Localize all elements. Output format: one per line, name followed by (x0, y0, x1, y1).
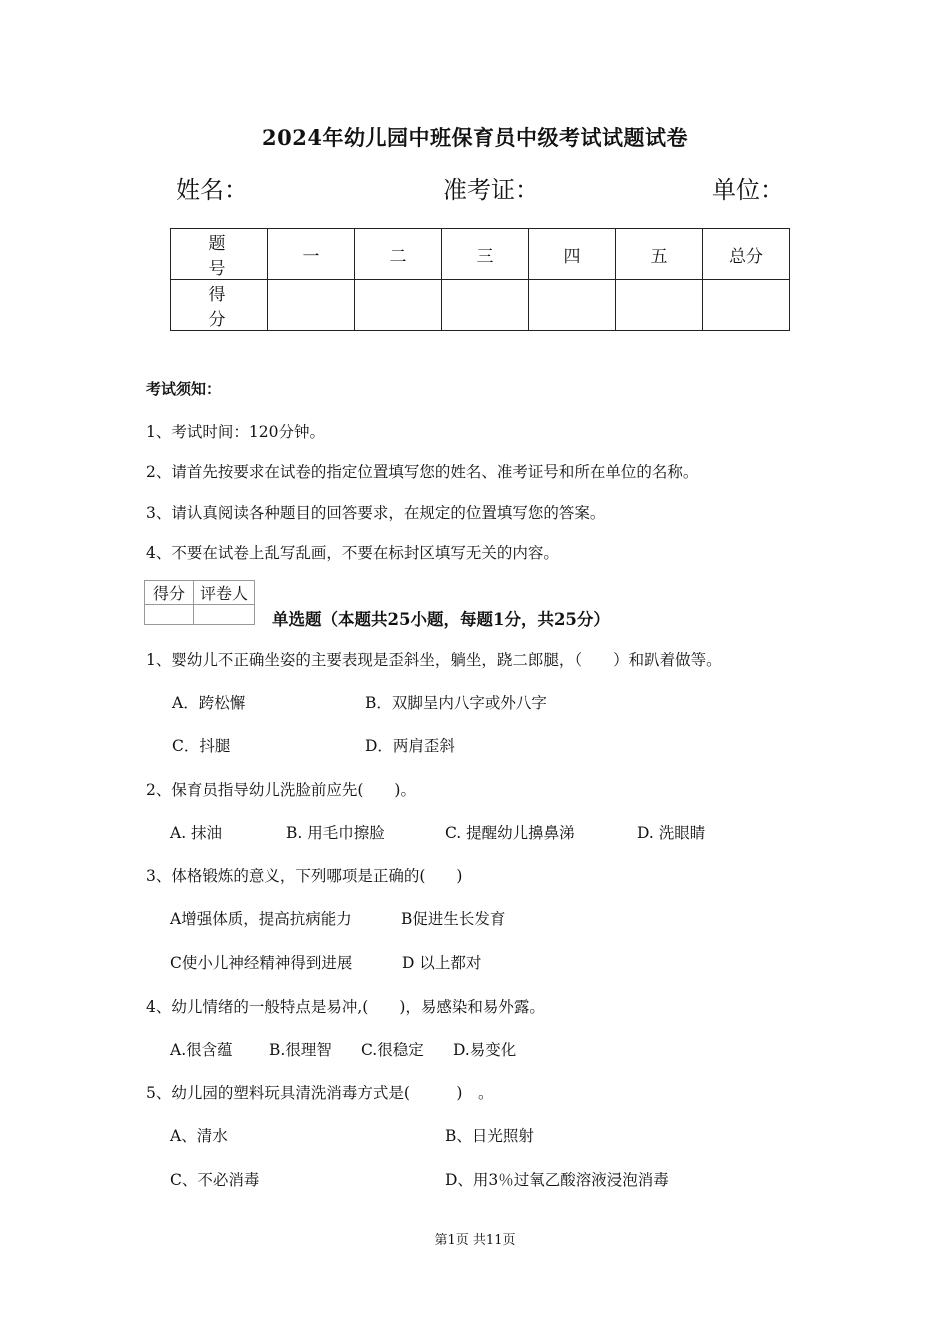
score-cell: 一 (268, 229, 355, 280)
question-stem: 1、婴幼儿不正确坐姿的主要表现是歪斜坐，躺坐，跷二郎腿，（ ）和趴着做等。 (146, 651, 722, 669)
score-cell: 题 号 (171, 229, 268, 280)
score-cell: 得 分 (171, 280, 268, 331)
question-stem: 2、保育员指导幼儿洗脸前应先( )。 (146, 781, 416, 799)
notes-title: 考试须知： (146, 380, 222, 398)
score-table (170, 228, 790, 331)
score-cell: 二 (355, 229, 442, 280)
score-cell: 四 (529, 229, 616, 280)
notes-item: 4、不要在试卷上乱写乱画，不要在标封区填写无关的内容。 (146, 544, 559, 562)
question-stem: 4、幼儿情绪的一般特点是易冲,( )，易感染和易外露。 (146, 998, 545, 1016)
question-option: C．抖腿 (172, 737, 231, 755)
score-entry-cell[interactable] (355, 280, 442, 331)
name-label: 姓名： (176, 176, 248, 204)
score-entry-cell[interactable] (529, 280, 616, 331)
page-title: 2024年幼儿园中班保育员中级考试试题试卷 (262, 125, 688, 150)
question-option: D、用3％过氧乙酸溶液浸泡消毒 (445, 1171, 669, 1189)
score-cell: 五 (616, 229, 703, 280)
question-option: B．双脚呈内八字或外八字 (365, 694, 547, 712)
question-option: A.很含蕴 (170, 1041, 233, 1059)
score-entry-cell[interactable] (442, 280, 529, 331)
question-option: D.易变化 (453, 1041, 517, 1059)
score-table-score-row (171, 280, 790, 331)
question-option: A. 抹油 (170, 824, 223, 842)
question-option: C使小儿神经精神得到进展 (170, 954, 353, 972)
grader-score-cell[interactable] (145, 605, 194, 625)
grader-name-cell[interactable] (194, 605, 255, 625)
score-entry-cell[interactable] (616, 280, 703, 331)
grader-score-label: 得分 (145, 581, 194, 605)
question-option: D．两肩歪斜 (365, 737, 455, 755)
question-option: C、不必消毒 (170, 1171, 260, 1189)
score-entry-cell[interactable] (268, 280, 355, 331)
score-entry-cell[interactable] (703, 280, 790, 331)
notes-item: 2、请首先按要求在试卷的指定位置填写您的姓名、准考证号和所在单位的名称。 (146, 463, 699, 481)
score-cell: 总分 (703, 229, 790, 280)
notes-item: 1、考试时间：120分钟。 (146, 423, 325, 441)
question-option: B促进生长发育 (401, 910, 506, 928)
notes-item: 3、请认真阅读各种题目的回答要求，在规定的位置填写您的答案。 (146, 504, 606, 522)
question-option: B.很理智 (269, 1041, 332, 1059)
question-stem: 3、体格锻炼的意义，下列哪项是正确的( ) (146, 867, 463, 885)
question-option: C.很稳定 (361, 1041, 424, 1059)
page-footer: 第1页 共11页 (434, 1233, 516, 1248)
question-option: A．跨松懈 (172, 694, 246, 712)
question-option: D. 洗眼睛 (637, 824, 706, 842)
question-option: B、日光照射 (445, 1127, 534, 1145)
question-option: C. 提醒幼儿擤鼻涕 (445, 824, 575, 842)
question-option: A增强体质，提高抗病能力 (170, 910, 352, 928)
question-option: D 以上都对 (402, 954, 482, 972)
section-title: 单选题（本题共25小题，每题1分，共25分） (272, 610, 610, 629)
grader-name-label: 评卷人 (194, 581, 255, 605)
score-table-header-row (171, 229, 790, 280)
question-option: B. 用毛巾擦脸 (286, 824, 385, 842)
question-stem: 5、幼儿园的塑料玩具清洗消毒方式是( ) 。 (146, 1084, 494, 1102)
question-option: A、清水 (170, 1127, 228, 1145)
score-cell: 三 (442, 229, 529, 280)
ticket-label: 准考证： (443, 176, 539, 204)
grader-table (144, 580, 255, 625)
unit-label: 单位： (712, 176, 784, 204)
